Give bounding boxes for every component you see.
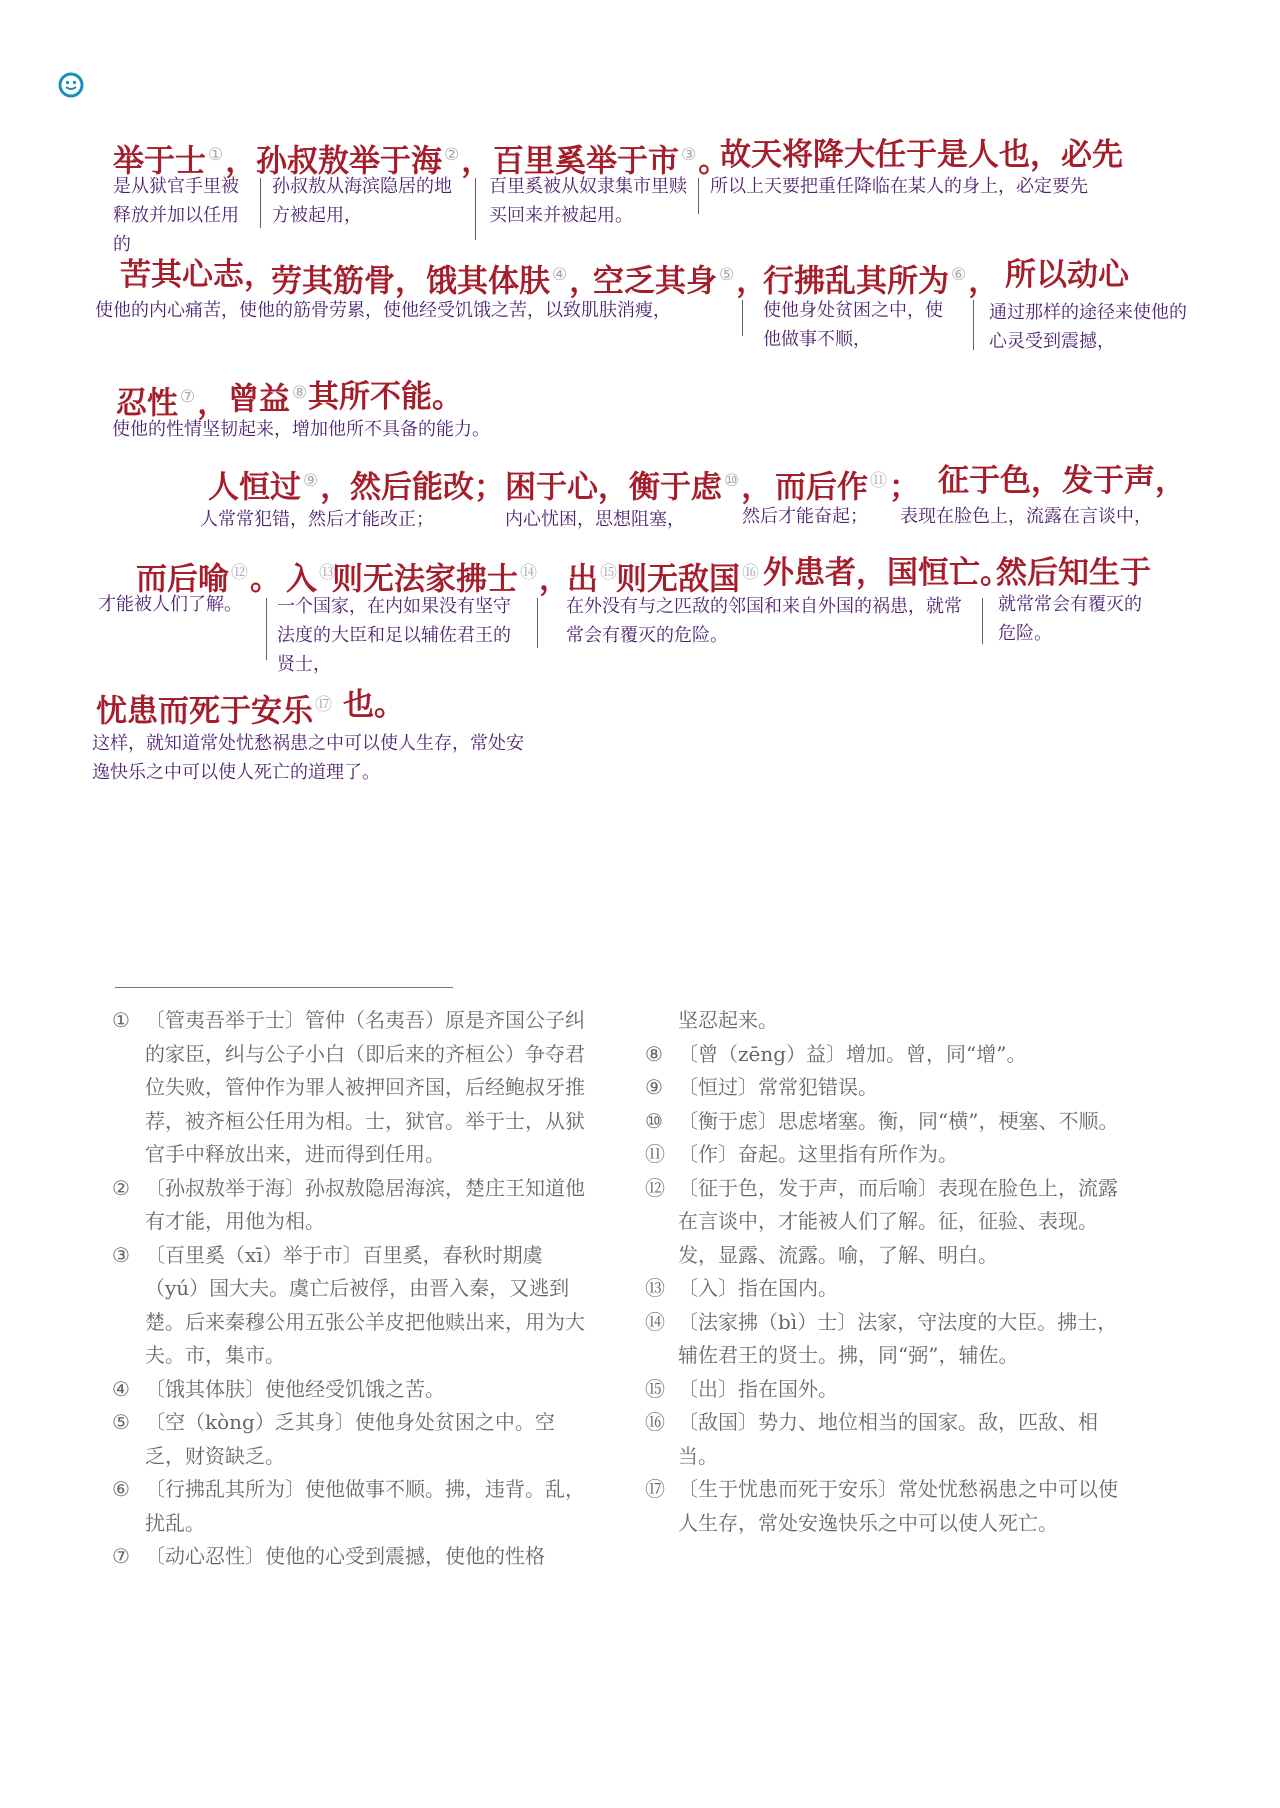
- footnote-rule: [115, 987, 453, 988]
- classical-segment: 则无法家拂士 ⑭，: [332, 561, 570, 598]
- translation: 使他身处贫困之中，使他做事不顺，: [763, 300, 943, 350]
- translation: 一个国家，在内如果没有坚守法度的大臣和足以辅佐君王的贤士，: [277, 596, 511, 675]
- divider: [475, 178, 476, 240]
- classical-segment: 则无敌国 ⑯: [616, 561, 759, 598]
- classical-segment: 故天将降大任于是人也，必先: [720, 137, 1123, 173]
- translation: 表现在脸色上，流露在言谈中，: [900, 506, 1152, 527]
- footnote: ⑪ 〔作〕奋起。这里指有所作为。: [645, 1142, 958, 1166]
- classical-segment: 苦其心志，: [120, 257, 275, 293]
- footnote: ⑰ 〔生于忧患而死于安乐〕常处忧愁祸患之中可以使人生存，常处安逸快乐之中可以使人死亡。: [645, 1477, 1118, 1535]
- translation: 才能被人们了解。: [98, 594, 242, 615]
- classical-segment: 而后喻 ⑫。: [136, 561, 281, 598]
- translation: 在外没有与之匹敌的邻国和来自外国的祸患，就常常会有覆灭的危险。: [566, 596, 962, 646]
- footnote: 坚忍起来。: [678, 1008, 778, 1032]
- footnote: ② 〔孙叔敖举于海〕孙叔敖隐居海滨，楚庄王知道他有才能，用他为相。: [112, 1175, 585, 1233]
- divider: [982, 598, 983, 644]
- divider: [742, 300, 743, 336]
- translation: 使他的性情坚韧起来，增加他所不具备的能力。: [112, 419, 490, 440]
- classical-segment: 所以动心: [1005, 257, 1129, 293]
- footnote: ⑯ 〔敌国〕势力、地位相当的国家。敌，匹敌、相当。: [645, 1410, 1098, 1468]
- divider: [973, 300, 974, 350]
- footnote: ⑧ 〔曾（zēng）益〕增加。曾，同“增”。: [645, 1041, 1027, 1066]
- footnote: ⑩ 〔衡于虑〕思虑堵塞。衡，同“横”，梗塞、不顺。: [645, 1108, 1119, 1133]
- footnote: ⑮ 〔出〕指在国外。: [645, 1376, 838, 1401]
- footnote: ⑫ 〔征于色，发于声，而后喻〕表现在脸色上，流露在言谈中，才能被人们了解。征，征验、表现。发，显露、流露。喻，了解、明白。: [645, 1175, 1118, 1267]
- translation: 人常常犯错，然后才能改正；: [200, 509, 434, 530]
- translation: 通过那样的途径来使他的心灵受到震撼，: [989, 302, 1187, 352]
- classical-segment: 其所不能。: [308, 379, 463, 415]
- classical-segment: 曾益 ⑧: [228, 381, 308, 418]
- notes-right-column: [645, 1004, 1125, 1540]
- footnote: ⑨ 〔恒过〕常常犯错误。: [645, 1075, 878, 1099]
- classical-segment: 人恒过 ⑨，: [208, 469, 352, 506]
- classical-segment: 空乏其身 ⑤，: [593, 263, 768, 300]
- footnote: ⑭ 〔法家拂（bì）士〕法家，守法度的大臣。拂士，辅佐君王的贤士。拂，同“弼”，辅佐。: [645, 1309, 1118, 1367]
- classical-segment: 百里奚举于市 ③。: [493, 143, 730, 180]
- classical-segment: 孙叔敖举于海 ②，: [256, 143, 493, 180]
- translation: 就常常会有覆灭的危险。: [998, 594, 1142, 644]
- footnote: ① 〔管夷吾举于士〕管仲（名夷吾）原是齐国公子纠的家臣，纠与公子小白（即后来的齐桓公）争夺君位失败，管仲作为罪人被押回齐国，后经鲍叔牙推荐，被齐桓公任用为相。士，狱官。举于士，从狱官手中释放出来，进而得到任用。: [112, 1008, 585, 1166]
- footnote: ③ 〔百里奚（xī）举于市〕百里奚，春秋时期虞（yú）国大夫。虞亡后被俘，由晋入秦，又逃到楚。后来秦穆公用五张公羊皮把他赎出来，用为大夫。市，集市。: [112, 1242, 585, 1367]
- footnote: ⑤ 〔空（kòng）乏其身〕使他身处贫困之中。空乏，财资缺乏。: [112, 1410, 555, 1468]
- classical-segment: 入 ⑬: [286, 561, 336, 598]
- classical-segment: 然后知生于: [996, 555, 1151, 591]
- classical-segment: 出 ⑮: [567, 561, 617, 598]
- translation: 百里奚被从奴隶集市里赎买回来并被起用。: [489, 176, 687, 226]
- classical-segment: 而后作 ⑪；: [775, 469, 920, 506]
- classical-segment: 然后能改；困于心，衡于虑 ⑩，: [350, 469, 773, 506]
- translation: 这样，就知道常处忧愁祸患之中可以使人生存，常处安逸快乐之中可以使人死亡的道理了。: [92, 733, 524, 783]
- divider: [266, 598, 267, 660]
- divider: [537, 598, 538, 648]
- classical-segment: 也。: [343, 687, 405, 723]
- translation: 使他的内心痛苦，使他的筋骨劳累，使他经受饥饿之苦，以致肌肤消瘦，: [95, 300, 671, 321]
- translation: 然后才能奋起；: [742, 506, 868, 527]
- classical-segment: 行拂乱其所为 ⑥，: [763, 263, 1000, 300]
- divider: [698, 178, 699, 214]
- classical-segment: 忧患而死于安乐 ⑰: [96, 693, 332, 730]
- footnote: ⑥ 〔行拂乱其所为〕使他做事不顺。拂，违背。乱，扰乱。: [112, 1477, 585, 1535]
- smiley-logo-icon: [58, 72, 84, 98]
- footnote: ④ 〔饿其体肤〕使他经受饥饿之苦。: [112, 1376, 445, 1401]
- classical-segment: 劳其筋骨，饿其体肤 ④，: [271, 263, 601, 300]
- divider: [260, 178, 261, 228]
- classical-segment: 举于士 ①，: [113, 143, 257, 180]
- translation: 是从狱官手里被释放并加以任用的: [113, 176, 239, 255]
- translation: 内心忧困，思想阻塞，: [505, 509, 685, 530]
- footnote: ⑬ 〔入〕指在国内。: [645, 1276, 838, 1300]
- notes-left-column: [112, 1004, 594, 1574]
- footnote: ⑦ 〔动心忍性〕使他的心受到震撼，使他的性格: [112, 1544, 545, 1568]
- classical-segment: 外患者，国恒亡。: [763, 555, 1011, 591]
- classical-segment: 征于色，发于声，: [938, 463, 1186, 499]
- translation: 孙叔敖从海滨隐居的地方被起用，: [272, 176, 452, 226]
- classical-segment: 忍性 ⑦，: [116, 385, 229, 422]
- translation: 所以上天要把重任降临在某人的身上，必定要先: [710, 176, 1088, 197]
